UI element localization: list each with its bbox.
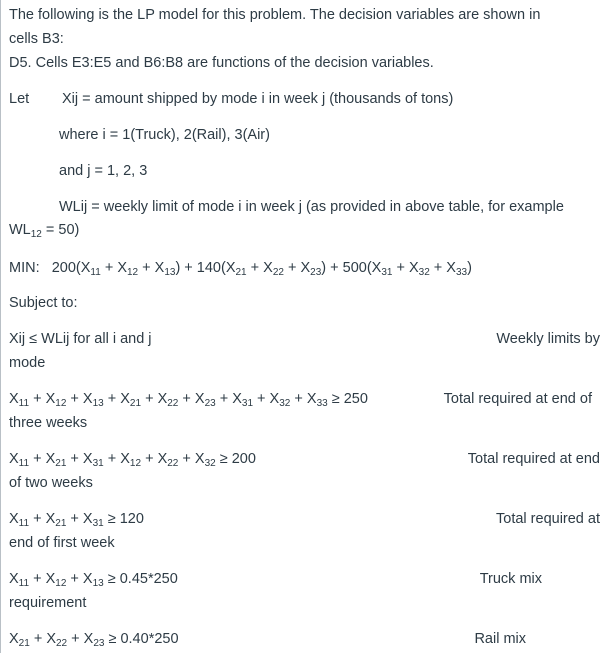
where-i-definition: where i = 1(Truck), 2(Rail), 3(Air) [59,127,270,143]
constraint-4-expression: $X_{11} + X_{21} + X_{31} \ge 120$ [9,511,144,529]
constraint-6-description: Rail mix [474,631,526,647]
wlij-example: $WL_{12} = 50$) [9,222,80,240]
constraint-1-expression: Xij ≤ WLij for all i and j [9,331,152,347]
intro-line-1: The following is the LP model for this problem. The decision variables are shown in [9,7,541,23]
constraint-3-description-cont: of two weeks [9,475,93,491]
intro-line-3: D5. Cells E3:E5 and B6:B8 are functions of the decision variables. [9,55,434,71]
wlij-definition: WLij = weekly limit of mode i in week j (as provided in above table, for example [59,199,564,215]
constraint-1-description: Weekly limits by [496,331,600,347]
objective-function: MIN: $200(X_{11} + X_{12} + X_{13}) + 140(X_{21} + X_{22} + X_{23}) + 500(X_{31} + X_{32} + X_{33})$ [9,260,472,278]
constraint-5-description-cont: requirement [9,595,87,611]
constraint-5-description: Truck mix [479,571,542,587]
constraint-3-description: Total required at end [467,451,600,467]
constraint-2-description: Total required at end of [443,391,592,407]
subject-to-heading: Subject to: [9,295,78,311]
constraint-2-description-cont: three weeks [9,415,88,431]
constraint-3-expression: $X_{11} + X_{21} + X_{31} + X_{12} + X_{22} + X_{32} \ge 200$ [9,451,256,469]
let-label: Let [9,91,30,107]
constraint-1-description-cont: mode [9,355,46,371]
intro-line-2: cells B3: [9,31,64,47]
xij-definition: Xij = amount shipped by mode i in week j (thousands of tons) [62,91,454,107]
constraint-4-description: Total required at [496,511,600,527]
constraint-2-expression: $X_{11} + X_{12} + X_{13} + X_{21} + X_{22} + X_{23} + X_{31} + X_{32} + X_{33} \ge 250$ [9,391,368,409]
and-j-definition: and j = 1, 2, 3 [59,163,148,179]
constraint-6-expression: $X_{21} + X_{22} + X_{23} \ge 0.40*250$ [9,631,179,649]
constraint-5-expression: $X_{11} + X_{12} + X_{13} \ge 0.45*250$ [9,571,178,589]
constraint-4-description-cont: end of first week [9,535,115,551]
